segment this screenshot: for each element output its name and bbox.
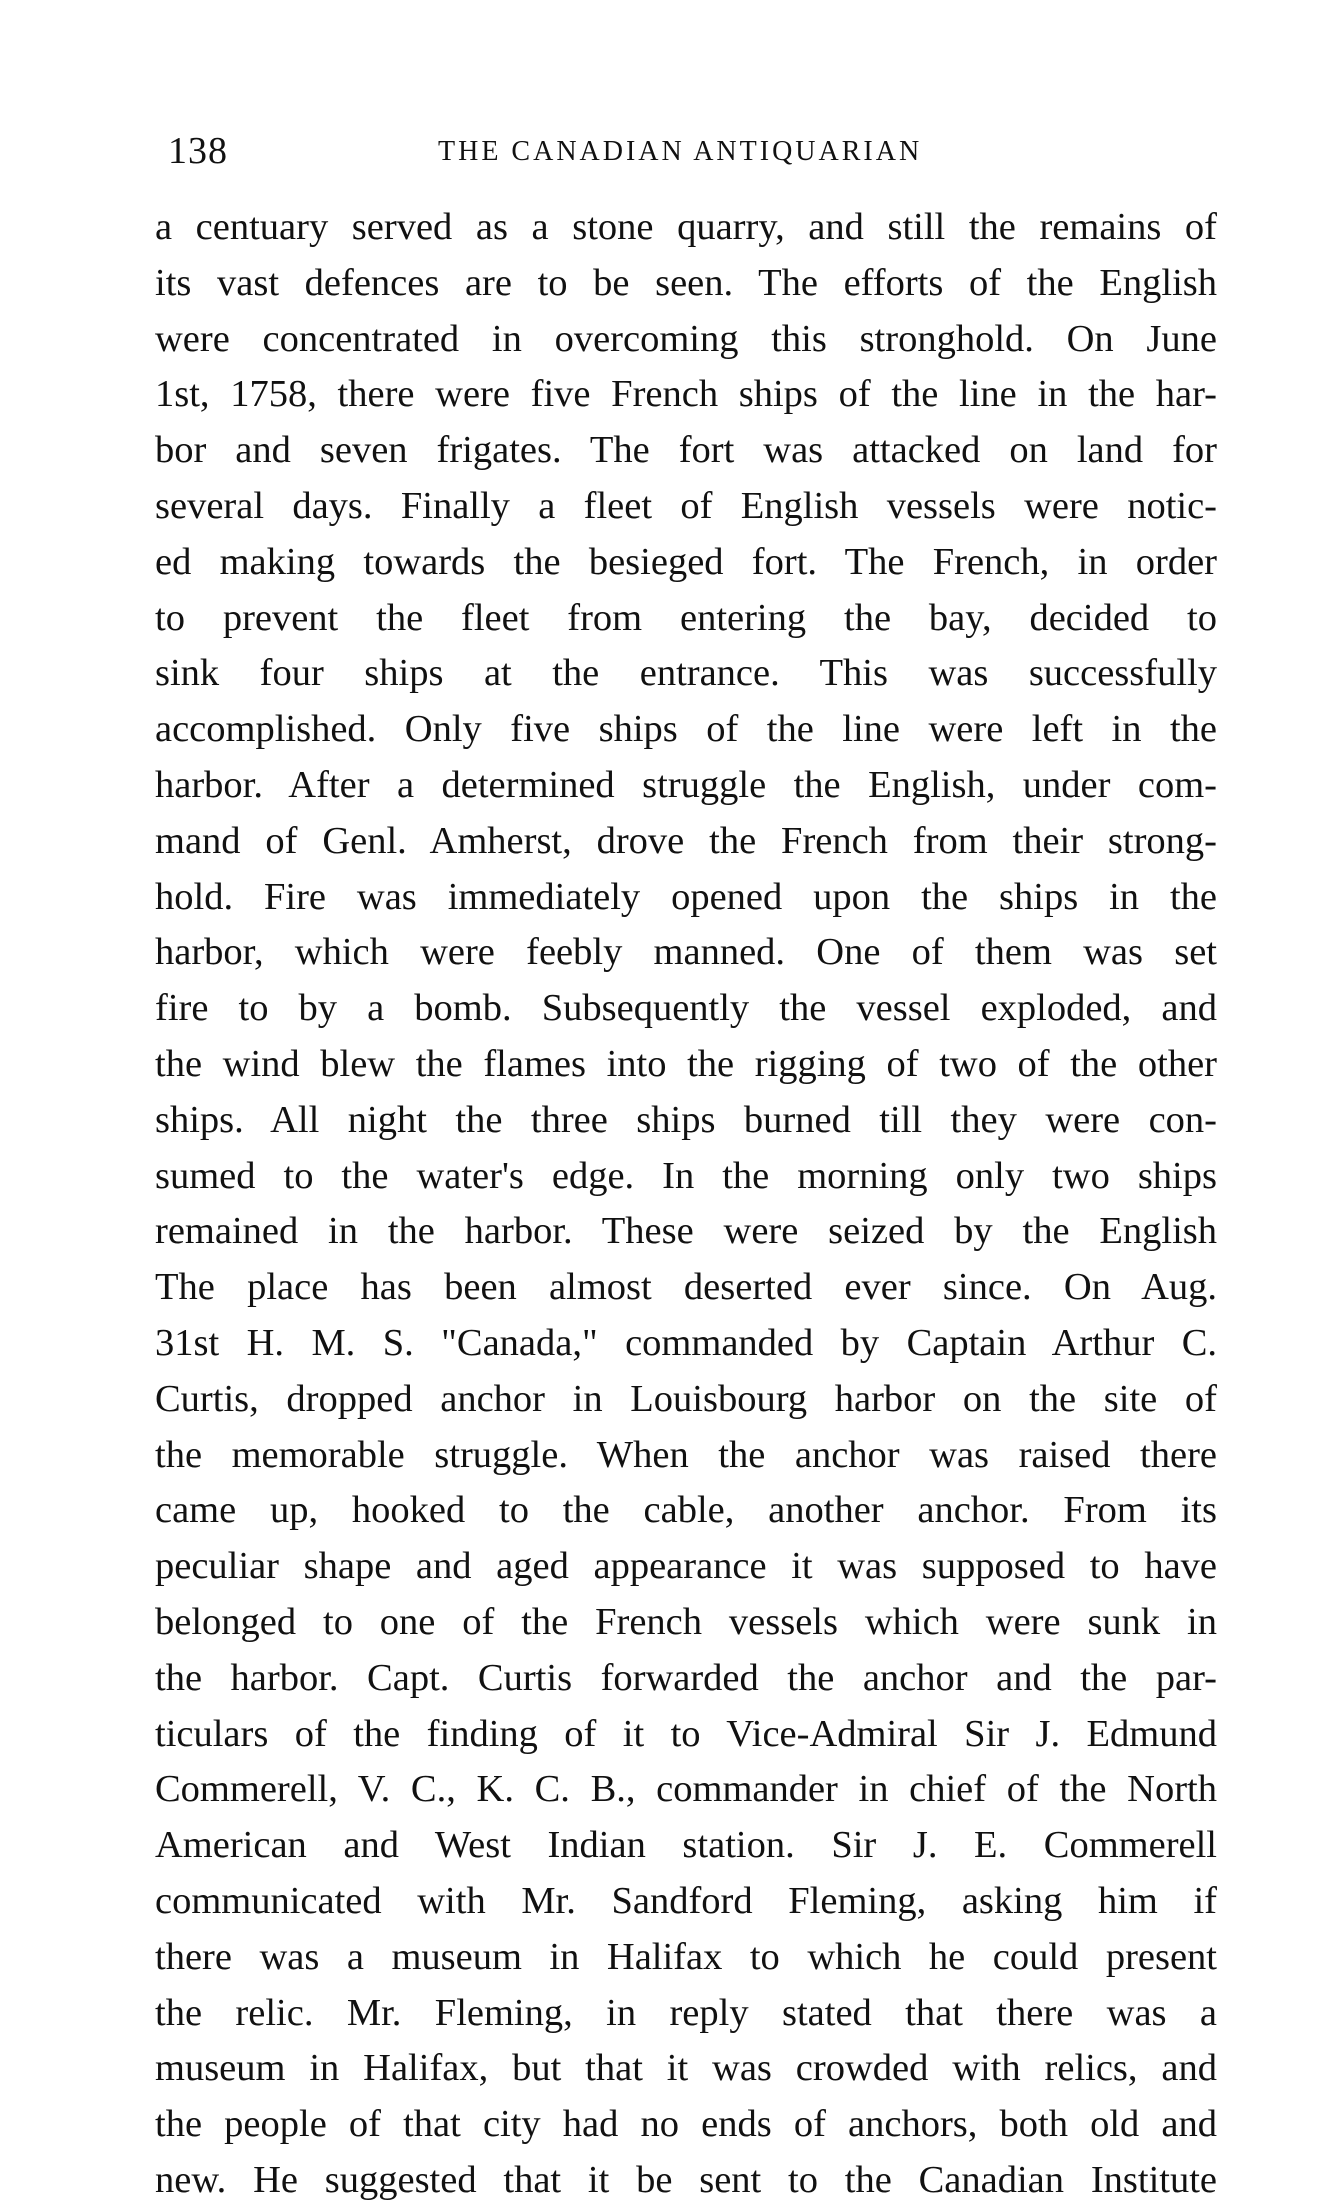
text-line: ed making towards the besieged fort. The French, in order [155, 540, 1217, 583]
body-text [155, 200, 1217, 2209]
text-line: a centuary served as a stone quarry, and still the remains of [155, 206, 1217, 248]
text-line: harbor, which were feebly manned. One of them was set [155, 931, 1217, 974]
text-line: sumed to the water's edge. In the morning only two ships [155, 1154, 1217, 1197]
text-line: the people of that city had no ends of anchors, both old and [155, 2103, 1217, 2146]
text-line: Commerell, V. C., K. C. B., commander in chief of the North [155, 1768, 1217, 1811]
text-line: came up, hooked to the cable, another anchor. From its [155, 1489, 1217, 1532]
text-line: Curtis, dropped anchor in Louisbourg harbor on the site of [155, 1377, 1217, 1420]
text-line: peculiar shape and aged appearance it was supposed to have [155, 1545, 1217, 1588]
text-line: hold. Fire was immediately opened upon the ships in the [155, 875, 1217, 918]
text-line: communicated with Mr. Sandford Fleming, asking him if [155, 1879, 1217, 1922]
text-line: to prevent the fleet from entering the bay, decided to [155, 596, 1217, 639]
text-line: accomplished. Only five ships of the line were left in the [155, 708, 1217, 751]
text-line: sink four ships at the entrance. This was successfully [155, 652, 1217, 695]
text-line: mand of Genl. Amherst, drove the French from their strong- [155, 819, 1217, 862]
text-line: harbor. After a determined struggle the English, under com- [155, 763, 1217, 806]
journal-title: THE CANADIAN ANTIQUARIAN [438, 136, 923, 167]
text-line: American and West Indian station. Sir J. E. Commerell [155, 1824, 1217, 1867]
text-line: new. He suggested that it be sent to the Canadian Institute [155, 2158, 1217, 2201]
text-line: ships. All night the three ships burned till they were con- [155, 1098, 1217, 1141]
text-line: 31st H. M. S. "Canada," commanded by Captain Arthur C. [155, 1321, 1217, 1364]
text-line: museum in Halifax, but that it was crowded with relics, and [155, 2047, 1217, 2090]
text-line: were concentrated in overcoming this stronghold. On June [155, 317, 1217, 360]
text-line: 1st, 1758, there were five French ships of the line in the har- [155, 373, 1217, 416]
text-line: belonged to one of the French vessels which were sunk in [155, 1600, 1217, 1643]
text-line: the relic. Mr. Fleming, in reply stated that there was a [155, 1991, 1217, 2034]
text-line: the harbor. Capt. Curtis forwarded the anchor and the par- [155, 1656, 1217, 1699]
text-line: bor and seven frigates. The fort was attacked on land for [155, 429, 1217, 472]
text-line: the memorable struggle. When the anchor was raised there [155, 1433, 1217, 1476]
text-line: ticulars of the finding of it to Vice-Admiral Sir J. Edmund [155, 1712, 1217, 1755]
text-line: fire to by a bomb. Subsequently the vessel exploded, and [155, 987, 1217, 1030]
text-line: its vast defences are to be seen. The efforts of the English [155, 261, 1217, 304]
page-number: 138 [168, 130, 228, 172]
text-line: the wind blew the flames into the rigging of two of the other [155, 1042, 1217, 1085]
running-head [168, 126, 1218, 176]
text-line: The place has been almost deserted ever since. On Aug. [155, 1266, 1217, 1309]
text-line: remained in the harbor. These were seized by the English [155, 1210, 1217, 1253]
text-line: there was a museum in Halifax to which he could present [155, 1935, 1217, 1978]
text-line: several days. Finally a fleet of English vessels were notic- [155, 484, 1217, 527]
